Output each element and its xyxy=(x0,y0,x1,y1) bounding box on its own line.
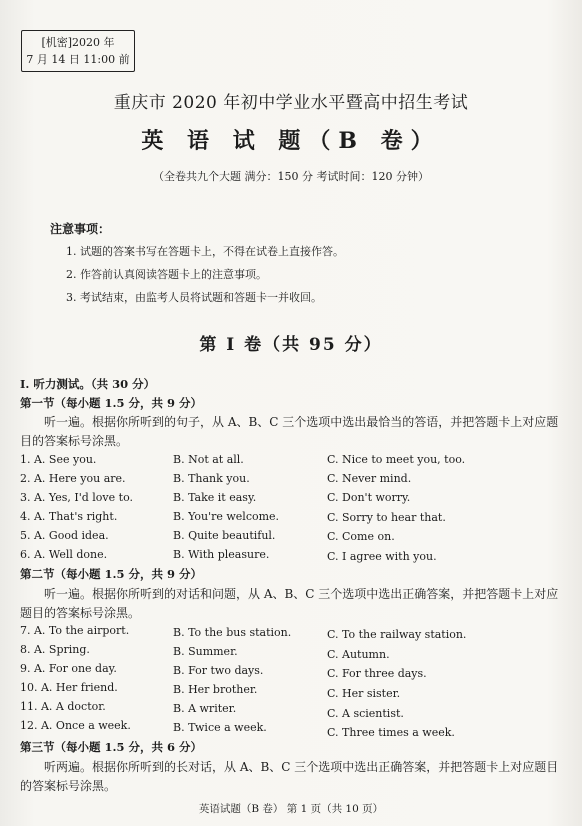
question-4-a: 4. A. That's right. xyxy=(20,510,118,523)
question-10-a: 10. A. Her friend. xyxy=(20,681,118,694)
confidential-stamp xyxy=(21,30,135,72)
notice-heading: 注意事项： xyxy=(50,222,111,236)
section3-instruction: 听两遍。根据你所听到的长对话，从 A、B、C 三个选项中选出正确答案，并把答题卡上对应题目的答案标号涂黑。 xyxy=(20,760,559,793)
question-7-b: B. To the bus station. xyxy=(173,626,292,639)
section1-heading: 第一节（每小题 1.5 分，共 9 分） xyxy=(20,396,203,410)
confidential-line-1: [机密]2020 年 xyxy=(41,36,115,49)
question-1-b: B. Not at all. xyxy=(173,453,244,466)
question-4-c: C. Sorry to hear that. xyxy=(327,511,446,524)
question-3-a: 3. A. Yes, I'd love to. xyxy=(20,491,133,504)
question-5-a: 5. A. Good idea. xyxy=(20,529,109,542)
exam-title: 重庆市 2020 年初中学业水平暨高中招生考试 xyxy=(113,93,469,113)
question-2-a: 2. A. Here you are. xyxy=(20,472,126,485)
question-2-b: B. Thank you. xyxy=(173,472,250,485)
subject-title: 英 语 试 题（B 卷） xyxy=(141,128,441,154)
question-9-a: 9. A. For one day. xyxy=(20,662,117,675)
question-1-a: 1. A. See you. xyxy=(20,453,97,466)
section1-instruction: 听一遍。根据你所听到的句子，从 A、B、C 三个选项中选出最恰当的答语，并把答题卡上对应题目的答案标号涂黑。 xyxy=(20,415,559,448)
question-11-c: C. A scientist. xyxy=(327,707,404,720)
notice-item-1: 1. 试题的答案书写在答题卡上，不得在试卷上直接作答。 xyxy=(66,245,344,258)
question-2-c: C. Never mind. xyxy=(327,472,412,485)
question-10-c: C. Her sister. xyxy=(327,687,401,700)
notice-item-2: 2. 作答前认真阅读答题卡上的注意事项。 xyxy=(66,268,267,281)
question-9-b: B. For two days. xyxy=(173,664,264,677)
listening-heading: I. 听力测试。（共 30 分） xyxy=(20,377,156,391)
question-6-a: 6. A. Well done. xyxy=(20,548,108,561)
exam-info: （全卷共九个大题 满分：150 分 考试时间：120 分钟） xyxy=(153,170,429,183)
question-7-c: C. To the railway station. xyxy=(327,628,467,641)
question-12-a: 12. A. Once a week. xyxy=(20,719,131,732)
question-7-a: 7. A. To the airport. xyxy=(20,624,130,637)
section3-heading: 第三节（每小题 1.5 分，共 6 分） xyxy=(20,740,203,754)
section2-instruction: 听一遍。根据你所听到的对话和问题，从 A、B、C 三个选项中选出正确答案，并把答题卡上对应题目的答案标号涂黑。 xyxy=(20,587,559,620)
question-3-c: C. Don't worry. xyxy=(327,491,411,504)
question-6-b: B. With pleasure. xyxy=(173,548,270,561)
question-11-a: 11. A. A doctor. xyxy=(20,700,106,713)
question-6-c: C. I agree with you. xyxy=(327,550,437,563)
question-5-b: B. Quite beautiful. xyxy=(173,529,276,542)
question-4-b: B. You're welcome. xyxy=(173,510,280,523)
question-1-c: C. Nice to meet you, too. xyxy=(327,453,466,466)
question-11-b: B. A writer. xyxy=(173,702,237,715)
question-12-b: B. Twice a week. xyxy=(173,721,267,734)
question-8-a: 8. A. Spring. xyxy=(20,643,90,656)
notice-item-3: 3. 考试结束，由监考人员将试题和答题卡一并收回。 xyxy=(66,291,322,304)
question-3-b: B. Take it easy. xyxy=(173,491,257,504)
question-8-c: C. Autumn. xyxy=(327,648,390,661)
question-9-c: C. For three days. xyxy=(327,667,427,680)
question-12-c: C. Three times a week. xyxy=(327,726,455,739)
section2-heading: 第二节（每小题 1.5 分，共 9 分） xyxy=(20,567,203,581)
page-footer: 英语试题（B 卷） 第 1 页（共 10 页） xyxy=(198,803,384,815)
part-title: 第 I 卷（共 95 分） xyxy=(199,335,383,355)
confidential-line-2: 7 月 14 日 11:00 前 xyxy=(26,53,130,66)
question-5-c: C. Come on. xyxy=(327,530,395,543)
question-8-b: B. Summer. xyxy=(173,645,238,658)
question-10-b: B. Her brother. xyxy=(173,683,258,696)
